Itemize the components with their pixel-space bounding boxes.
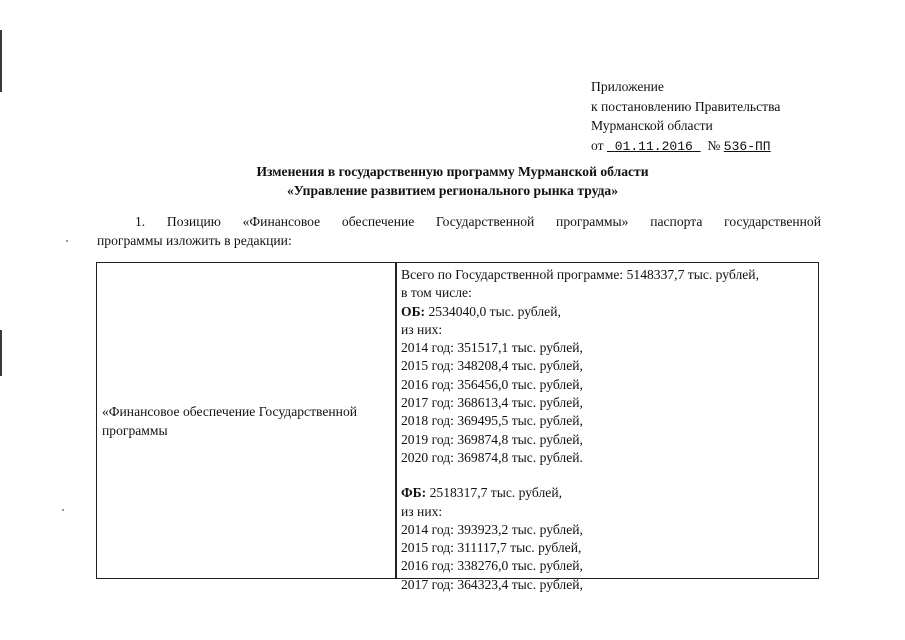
- year-line: 2016 год: 356456,0 тыс. рублей,: [401, 376, 583, 392]
- title-line-1: Изменения в государственную программу Мурманской области: [256, 164, 649, 179]
- paragraph-1: [97, 212, 821, 250]
- spacer: [401, 467, 813, 484]
- year-line: 2016 год: 338276,0 тыс. рублей,: [401, 558, 583, 574]
- column-divider: [395, 263, 397, 578]
- left-cell-line: «Финансовое обеспечение Государственной: [102, 404, 358, 419]
- paragraph-line-2: программы изложить в редакции:: [97, 233, 292, 248]
- ob-value: 2534040,0 тыс. рублей,: [428, 303, 561, 319]
- fb-line: [401, 484, 813, 502]
- table-left-cell: [102, 402, 392, 440]
- appendix-line: к постановлению Правительства: [591, 98, 781, 114]
- left-cell-line: программы: [102, 423, 168, 438]
- ob-line: [401, 303, 813, 321]
- fb-label: ФБ:: [401, 485, 427, 501]
- fb-of-which: из них:: [401, 503, 443, 519]
- year-line: 2015 год: 311117,7 тыс. рублей,: [401, 540, 582, 556]
- ob-label: ОБ:: [401, 303, 426, 319]
- decree-number: 536-ПП: [723, 138, 771, 154]
- fb-value: 2518317,7 тыс. рублей,: [429, 485, 562, 501]
- appendix-block: [591, 77, 780, 156]
- including-line: в том числе:: [401, 285, 472, 301]
- scan-speck: [66, 240, 68, 242]
- appendix-line: Приложение: [591, 79, 664, 94]
- year-line: 2014 год: 351517,1 тыс. рублей,: [401, 340, 583, 356]
- scan-edge-mark: [0, 30, 2, 92]
- appendix-line: Мурманской области: [591, 118, 713, 133]
- year-line: 2014 год: 393923,2 тыс. рублей,: [401, 521, 583, 537]
- year-line: 2018 год: 369495,5 тыс. рублей,: [401, 413, 583, 429]
- table-right-cell: [401, 266, 813, 594]
- scan-edge-mark: [0, 330, 2, 376]
- title-line-2: «Управление развитием регионального рынка труда»: [286, 183, 619, 198]
- number-sign: №: [707, 137, 721, 153]
- year-line: 2019 год: 369874,8 тыс. рублей,: [401, 431, 583, 447]
- scan-speck: [62, 509, 64, 511]
- document-title: [0, 162, 905, 200]
- year-line: 2015 год: 348208,4 тыс. рублей,: [401, 358, 583, 374]
- year-line: 2020 год: 369874,8 тыс. рублей.: [401, 449, 583, 465]
- paragraph-line-1: 1. Позицию «Финансовое обеспечение Государственной программы» паспорта государственной: [135, 214, 821, 229]
- year-line: 2017 год: 364323,4 тыс. рублей,: [401, 576, 583, 592]
- year-line: 2017 год: 368613,4 тыс. рублей,: [401, 395, 583, 411]
- total-line: Всего по Государственной программе: 5148337,7 тыс. рублей,: [401, 267, 759, 282]
- decree-date: 01.11.2016: [614, 138, 693, 154]
- date-prefix: от: [591, 137, 604, 153]
- appendix-date-line: [591, 136, 780, 157]
- ob-of-which: из них:: [401, 321, 443, 337]
- financing-table: [96, 262, 819, 592]
